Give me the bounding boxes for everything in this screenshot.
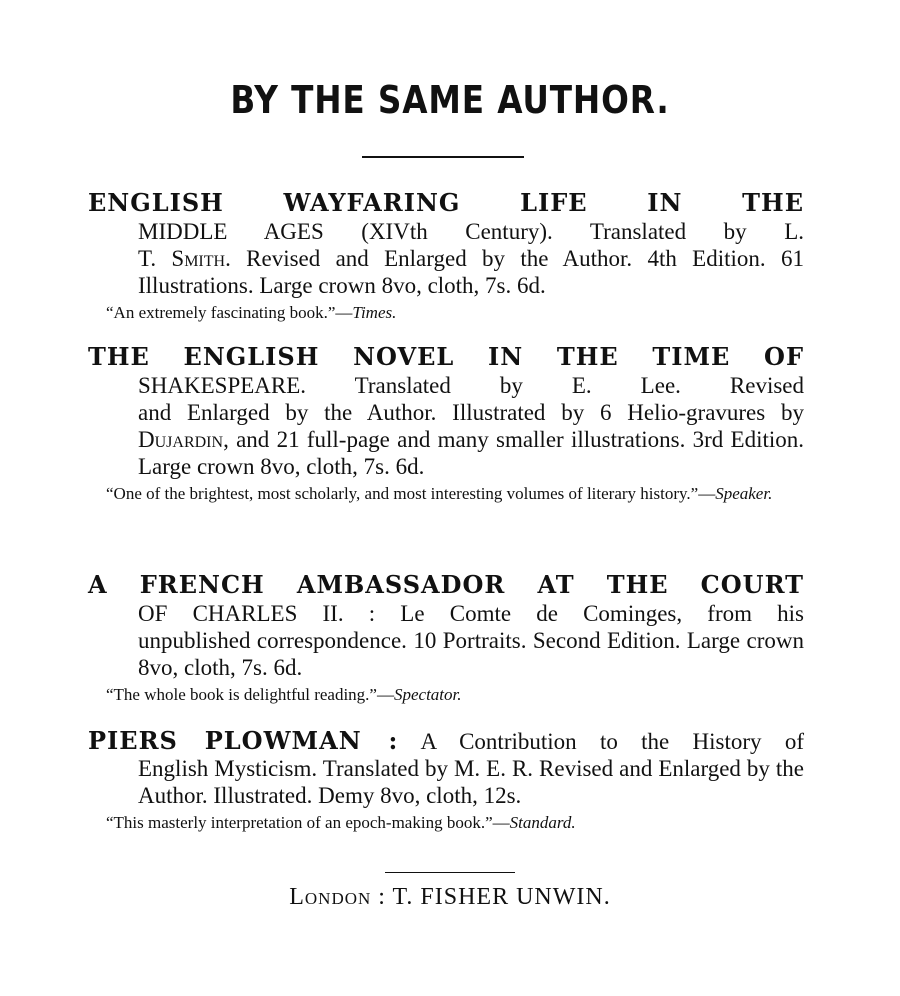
entry-title: THE ENGLISH NOVEL IN THE TIME OF [88, 342, 804, 371]
quote-text: “This masterly interpretation of an epoch-making book.”— [106, 813, 510, 832]
desc-first-line: OF CHARLES II. : Le Comte de Cominges, from his [138, 601, 804, 626]
desc-first-line [88, 727, 804, 755]
book-entry-piers-plowman [88, 727, 804, 833]
entry-description [88, 727, 804, 809]
page-heading: BY THE SAME AUTHOR. [230, 78, 670, 122]
quote-source: Speaker. [715, 484, 773, 503]
desc-first-line: SHAKESPEARE. Translated by E. Lee. Revised [138, 373, 804, 398]
quote-source: Standard. [509, 813, 576, 832]
entry-description [138, 372, 804, 480]
desc-part-a: and Enlarged by the Author. Illustrated by 6 Helio-gravures by [138, 400, 804, 425]
entry-description [138, 218, 804, 299]
translator-name: T. Smith. [138, 246, 231, 271]
quote-text: “An extremely fascinating book.”— [106, 303, 353, 322]
entry-description [138, 600, 804, 681]
quote-source: Times. [352, 303, 397, 322]
desc-rest: unpublished correspondence. 10 Portraits. Second Edition. Large crown 8vo, cloth, 7s. 6d. [138, 628, 804, 680]
imprint-rule [385, 872, 515, 873]
press-quote [106, 684, 804, 705]
desc-rest: Revised and Enlarged by the Author. 4th Edition. 61 Illustrations. Large crown 8vo, cloth, 7s. 6d. [138, 246, 804, 298]
press-quote [106, 812, 804, 833]
publisher-imprint: London : T. FISHER UNWIN. [289, 884, 611, 910]
desc-rest: English Mysticism. Translated by M. E. R. Revised and Enlarged by the Author. Illustrated. Demy 8vo, cloth, 12s. [138, 756, 804, 808]
entry-title: PIERS PLOWMAN : [88, 726, 399, 755]
quote-source: Spectator. [393, 685, 462, 704]
press-quote [84, 483, 804, 504]
desc-part-b: , and 21 full-page and many smaller illustrations. 3rd Edition. Large crown 8vo, cloth, 7s. 6d. [138, 427, 804, 479]
illustrator-name: Dujardin [138, 427, 224, 452]
heading-rule [362, 156, 524, 158]
quote-text: “One of the brightest, most scholarly, and most interesting volumes of literary history.”— [106, 484, 716, 503]
entry-title: ENGLISH WAYFARING LIFE IN THE [88, 188, 804, 217]
book-entry-english-novel [88, 342, 804, 504]
desc-first-line: MIDDLE AGES (XIVth Century). Translated by L. [138, 219, 804, 244]
quote-text: “The whole book is delightful reading.”— [106, 685, 394, 704]
book-entry-wayfaring [88, 188, 804, 323]
press-quote [106, 302, 804, 323]
entry-title: A FRENCH AMBASSADOR AT THE COURT [88, 570, 804, 599]
desc-inline: A Contribution to the History of [398, 729, 804, 754]
book-entry-french-ambassador [88, 570, 804, 705]
